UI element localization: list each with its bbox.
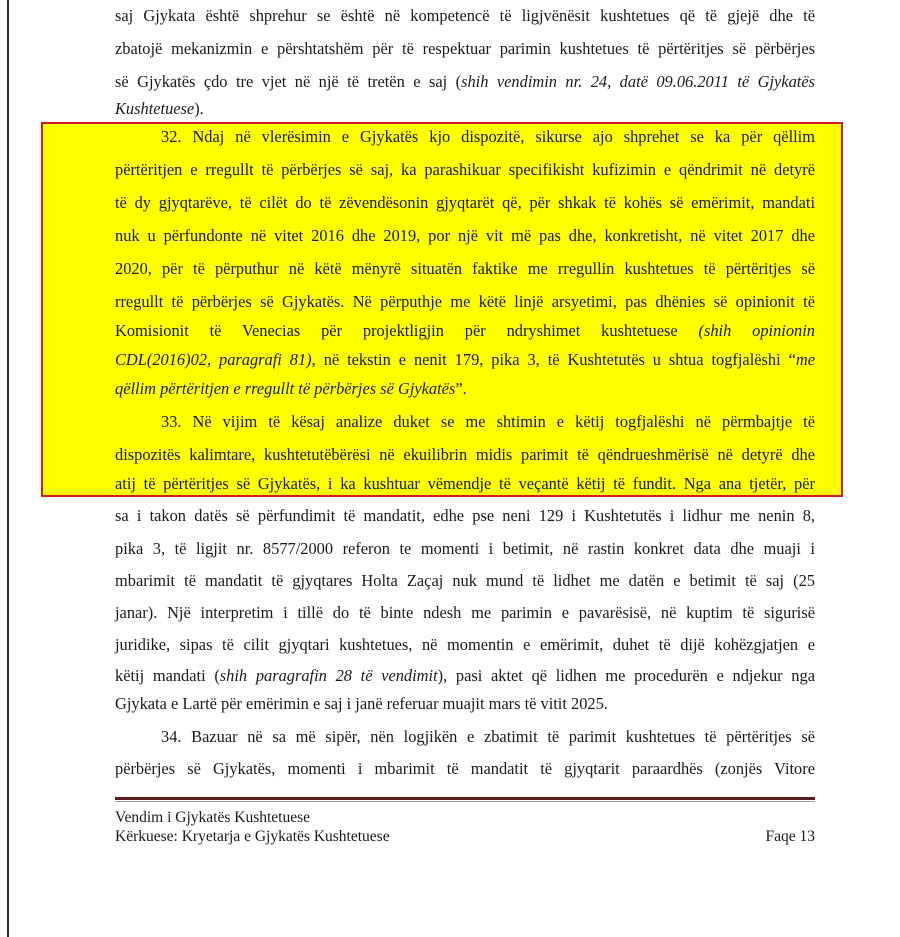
- page-number: Faqe 13: [765, 828, 815, 845]
- text-line: qëllim përtëritjen e rregullt të përbërjes së Gjykatës”.: [115, 379, 467, 398]
- text-line: janar). Një interpretim i tillë do të binte ndesh me parimin e pavarësisë, në kuptim të sigurisë: [115, 603, 815, 622]
- quoted-phrase: qëllim përtëritjen e rregullt të përbërjes së Gjykatës: [115, 379, 456, 398]
- text-line: përbërjes së Gjykatës, momenti i mbarimit të mandatit të gjyqtarit paraardhës (zonjës Vitore: [115, 759, 815, 778]
- text-line: Komisionit të Venecias për projektligjin për ndryshimet kushtetuese (shih opinionin: [115, 321, 815, 340]
- text-line: atij të përtëritjes së Gjykatës, i ka kushtuar vëmendje të veçantë këtij të fundit. Nga ana tjetër, për: [115, 474, 815, 493]
- citation: shih vendimin nr. 24, datë 09.06.2011 të Gjykatës: [461, 72, 815, 91]
- footer-divider: [115, 797, 815, 800]
- footer-line: [115, 828, 815, 846]
- text-line: CDL(2016)02, paragrafi 81), në tekstin e nenit 179, pika 3, të Kushtetutës u shtua togfjalëshi “me: [115, 350, 816, 369]
- citation: shih paragrafin 28 të vendimit: [219, 666, 438, 685]
- text-line: nuk u përfundonte në vitet 2016 dhe 2019, por një vit më pas dhe, konkretisht, në vitet 2017 dhe: [115, 226, 815, 245]
- quoted-phrase: me: [795, 350, 816, 369]
- footer-divider-thin: [115, 801, 815, 802]
- paragraph-34-first-line: 34. Bazuar në sa më sipër, nën logjikën e zbatimit të parimit kushtetues të përtëritjes së: [161, 727, 815, 746]
- text-line: Kushtetuese).: [115, 99, 204, 118]
- text-line: të dy gjyqtarëve, të cilët do të zëvendësonin gjyqtarët që, për shkak të kohës së emërimit, mandati: [115, 193, 815, 212]
- text-line: 2020, për të përputhur në këtë mënyrë situatën faktike me rregullin kushtetues të përtëritjes së: [115, 259, 815, 278]
- text-line: këtij mandati (shih paragrafin 28 të vendimit), pasi aktet që lidhen me procedurën e ndjekur nga: [115, 666, 815, 685]
- citation: Kushtetuese: [115, 99, 195, 118]
- paragraph-32-first-line: 32. Ndaj në vlerësimin e Gjykatës kjo dispozitë, sikurse ajo shprehet se ka për qëllim: [161, 127, 815, 146]
- text-line: juridike, sipas të cilit gjyqtari kushtetues, në momentin e emërimit, duhet të dijë kohëzgjatjen e: [115, 635, 815, 654]
- text-line: zbatojë mekanizmin e përshtatshëm për të respektuar parimin kushtetues të përtëritjes së përbërjes: [115, 39, 815, 58]
- text-line: mbarimit të mandatit të gjyqtares Holta Zaçaj nuk mund të lidhet me datën e betimit të saj (25: [115, 571, 815, 590]
- paragraph-33-first-line: 33. Në vijim të kësaj analize duket se me shtimin e këtij togfjalëshi në përmbajtje të: [161, 412, 815, 431]
- text-line: përtëritjen e rregullt të përbërjes së saj, ka parashikuar specifikisht kufizimin e qëndrimit në detyrë: [115, 160, 815, 179]
- citation: (shih opinionin: [698, 321, 815, 340]
- text-line: së Gjykatës çdo tre vjet në një të tretën e saj (shih vendimin nr. 24, datë 09.06.2011 të Gjykatës: [115, 72, 815, 91]
- text-line: dispozitës kalimtare, kushtetutëbërësi në ekuilibrin midis parimit të qëndrueshmërisë në detyrë dhe: [115, 445, 815, 464]
- page-edge-rule: [7, 0, 9, 937]
- text-line: rregullt të përbërjes së Gjykatës. Në përputhje me këtë linjë arsyetimi, pas dhënies së opinionit të: [115, 292, 815, 311]
- text-line: pika 3, të ligjit nr. 8577/2000 referon te momenti i betimit, në rastin konkret data dhe muaji i: [115, 539, 815, 558]
- citation: CDL(2016)02, paragrafi 81): [115, 350, 312, 369]
- text-line: Gjykata e Lartë për emërimin e saj i janë referuar muajit mars të vitit 2025.: [115, 694, 608, 713]
- text-line: saj Gjykata është shprehur se është në kompetencë të ligjvënësit kushtetues që të gjejë dhe të: [115, 6, 815, 25]
- footer-title: Vendim i Gjykatës Kushtetuese: [115, 809, 311, 826]
- text-line: sa i takon datës së përfundimit të mandatit, edhe pse neni 129 i Kushtetutës i lidhur me nenin 8,: [115, 506, 815, 525]
- footer-applicant: Kërkuese: Kryetarja e Gjykatës Kushtetuese: [115, 828, 390, 845]
